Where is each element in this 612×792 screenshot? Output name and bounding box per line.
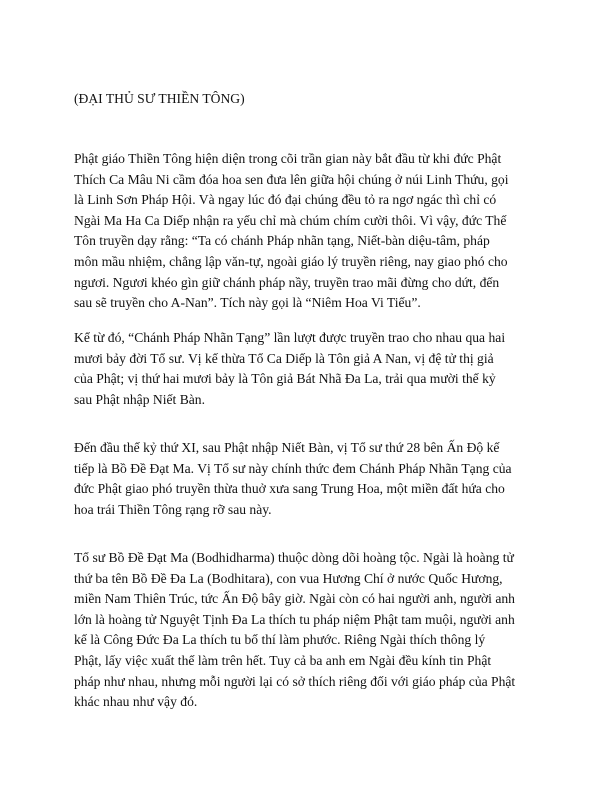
paragraph-line: sau Phật nhập Niết Bàn. — [74, 391, 206, 407]
paragraph-line: Phật giáo Thiền Tông hiện diện trong cõi trần gian này bắt đầu từ khi đức Phật — [74, 151, 502, 166]
paragraph-line: Phật, lấy việc xuất thế làm trên hết. Tuy cả ba anh em Ngài đều kính tin Phật — [74, 652, 492, 668]
paragraph-line: kế là Công Đức Đa La thích tu bố thí làm phước. Riêng Ngài thích thông lý — [74, 632, 486, 648]
paragraph-line: môn mầu nhiệm, chẳng lập văn-tự, ngoài giáo lý truyền riêng, nay giao phó cho — [74, 253, 508, 269]
paragraph-2 — [74, 328, 546, 410]
paragraph-line: Kể từ đó, “Chánh Pháp Nhãn Tạng” lần lượt được truyền trao cho nhau qua hai — [74, 330, 506, 345]
paragraph-line: ngươi. Ngươi khéo gìn giữ chánh pháp nầy, truyền trao mãi đừng cho dứt, đến — [74, 274, 500, 290]
paragraph-line: Tôn truyền dạy rằng: “Ta có chánh Pháp nhãn tạng, Niết-bàn diệu-tâm, pháp — [74, 233, 490, 249]
paragraph-line: sau sẽ truyền cho A-Nan”. Tích này gọi là “Niêm Hoa Vi Tiếu”. — [74, 295, 421, 311]
paragraph-line: lớn là hoàng tử Nguyệt Tịnh Đa La thích tu pháp niệm Phật tam muội, người anh — [74, 611, 515, 627]
paragraph-line: pháp như nhau, nhưng mỗi người lại có sở thích riêng đối với giáo pháp của Phật — [74, 673, 516, 689]
paragraph-line: đức Phật giao phó truyền thừa thuở xưa sang Trung Hoa, một miền đất hứa cho — [74, 481, 505, 497]
paragraph-line: tiếp là Bồ Đề Đạt Ma. Vị Tổ sư này chính thức đem Chánh Pháp Nhãn Tạng của — [74, 460, 512, 476]
paragraph-line: Tổ sư Bồ Đề Đạt Ma (Bodhidharma) thuộc dòng dõi hoàng tộc. Ngài là hoàng tử — [74, 550, 514, 565]
paragraph-4 — [74, 548, 546, 713]
paragraph-line: hoa trái Thiền Tông rạng rỡ sau này. — [74, 501, 272, 517]
paragraph-line: là Linh Sơn Pháp Hội. Và ngay lúc đó đại chúng đều tỏ ra ngơ ngác thì chỉ có — [74, 192, 497, 208]
paragraph-3 — [74, 438, 546, 520]
paragraph-line: Ngài Ma Ha Ca Diếp nhận ra yếu chỉ mà chúm chím cười thôi. Vì vậy, đức Thế — [74, 212, 507, 228]
paragraph-1 — [74, 149, 546, 314]
paragraph-line: thứ ba tên Bồ Đề Đa La (Bodhitara), con vua Hương Chí ở nước Quốc Hương, — [74, 570, 503, 586]
document-title — [74, 89, 546, 110]
paragraph-line: của Phật; vị thứ hai mươi bảy là Tôn giả Bát Nhã Đa La, trải qua mười thế kỷ — [74, 371, 496, 387]
paragraph-line: miền Nam Thiên Trúc, tức Ấn Độ bây giờ. Ngài còn có hai người anh, người anh — [74, 591, 515, 607]
paragraph-line: Thích Ca Mâu Ni cầm đóa hoa sen đưa lên giữa hội chúng ở núi Linh Thứu, gọi — [74, 171, 509, 187]
paragraph-line: mươi bảy đời Tổ sư. Vị kế thừa Tổ Ca Diếp là Tôn giả A Nan, vị đệ tử thị giả — [74, 350, 494, 366]
paragraph-line: Đến đầu thế kỷ thứ XI, sau Phật nhập Niết Bàn, vị Tổ sư thứ 28 bên Ấn Độ kế — [74, 440, 500, 455]
paragraph-line: khác nhau như vậy đó. — [74, 694, 198, 710]
title-text: (ĐẠI THỦ SƯ THIỀN TÔNG) — [74, 91, 245, 106]
